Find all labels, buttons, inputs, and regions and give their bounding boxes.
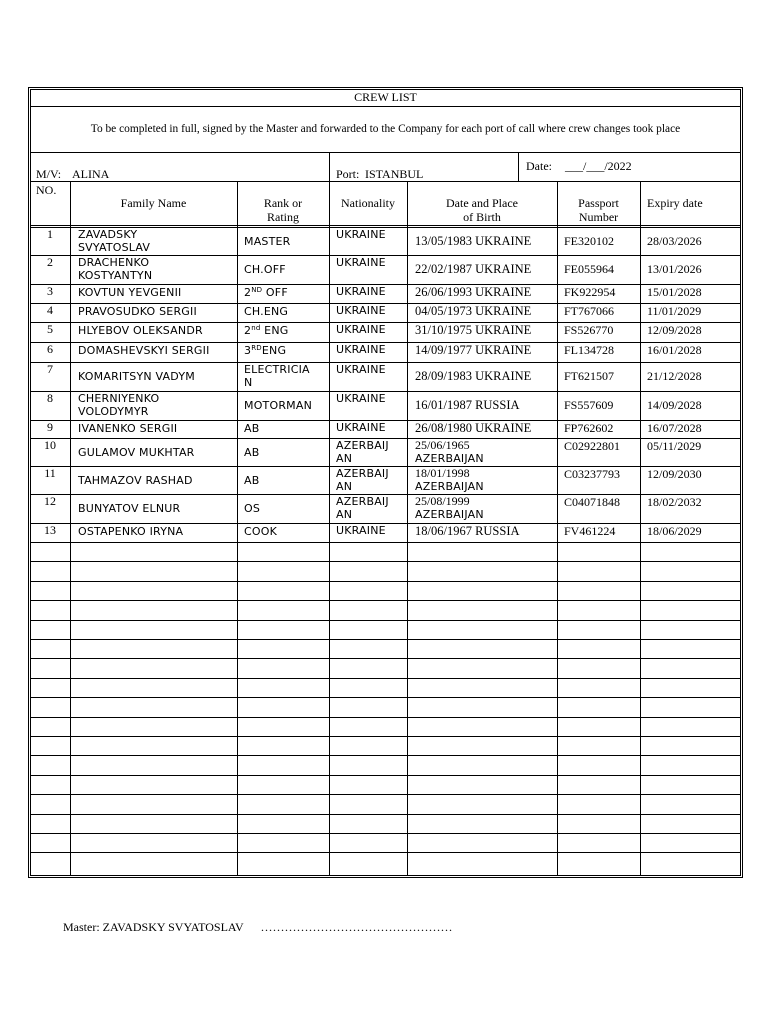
crew-rank-superscript: ND: [251, 286, 263, 294]
crew-rank: [244, 324, 288, 337]
table-row-divider: [31, 755, 740, 756]
master-name: ZAVADSKY SVYATOSLAV: [102, 920, 244, 934]
crew-passport-number: C03237793: [564, 467, 621, 481]
instruction-divider: [31, 152, 740, 153]
table-row-divider: [31, 639, 740, 640]
port-divider: [329, 152, 330, 181]
crew-list-form: [28, 87, 743, 878]
column-header-no: NO.: [36, 183, 57, 197]
crew-nationality: UKRAINE: [336, 304, 386, 317]
crew-rank: [244, 446, 259, 459]
crew-rank: [244, 286, 288, 299]
crew-family-name: DRACHENKO: [78, 256, 150, 269]
crew-family-name: IVANENKO SERGII: [78, 422, 178, 435]
crew-expiry-date: 12/09/2028: [647, 323, 702, 337]
crew-nationality: UKRAINE: [336, 285, 386, 298]
column-header-expiry: Expiry date: [647, 196, 703, 210]
crew-passport-number: FP762602: [564, 421, 614, 435]
crew-expiry-date: 15/01/2028: [647, 285, 702, 299]
crew-passport-number: FV461224: [564, 524, 616, 538]
crew-row-number: 3: [47, 284, 53, 298]
crew-family-name: VOLODYMYR: [78, 405, 149, 418]
crew-expiry-date: 18/06/2029: [647, 524, 702, 538]
table-row-divider: [31, 678, 740, 679]
column-divider: [557, 181, 558, 876]
crew-rank-text: AB: [244, 422, 260, 435]
crew-rank: [244, 399, 312, 412]
crew-expiry-date: 11/01/2029: [647, 304, 702, 318]
column-divider: [329, 181, 330, 876]
crew-family-name: KOVTUN YEVGENII: [78, 286, 182, 299]
crew-rank-text: CH.ENG: [244, 305, 289, 318]
vessel-name: ALINA: [72, 167, 110, 181]
crew-birth-date-place: 31/10/1975 UKRAINE: [415, 323, 532, 337]
crew-passport-number: FT767066: [564, 304, 615, 318]
crew-family-name: DOMASHEVSKYI SERGII: [78, 344, 210, 357]
crew-family-name: HLYEBOV OLEKSANDR: [78, 324, 203, 337]
crew-row-number: 9: [47, 420, 53, 434]
crew-expiry-date: 05/11/2029: [647, 439, 702, 453]
crew-rank-text: AB: [244, 473, 260, 487]
table-row-divider: [31, 561, 740, 562]
crew-expiry-date: 16/07/2028: [647, 421, 702, 435]
header-info-divider: [31, 181, 740, 182]
date-divider: [518, 152, 519, 181]
crew-expiry-date: 18/02/2032: [647, 495, 702, 509]
crew-rank: [244, 344, 286, 357]
column-divider: [70, 181, 71, 876]
column-header-passport-line1: Passport: [578, 196, 619, 210]
column-header-passport-line2: Number: [578, 210, 619, 224]
crew-row-number: 4: [47, 303, 53, 317]
crew-nationality: AZERBAIJ: [336, 467, 389, 480]
crew-rank: [244, 235, 291, 248]
crew-rank-superscript: RD: [251, 344, 262, 352]
crew-family-name: TAHMAZOV RASHAD: [78, 473, 193, 487]
crew-row-number: 5: [47, 322, 53, 336]
column-header-birth-line2: of Birth: [463, 210, 501, 224]
crew-passport-number: FE055964: [564, 262, 615, 276]
master-signature-line: [63, 920, 452, 935]
port-label: Port:: [336, 167, 360, 181]
signature-dotted-line: …………………………………………: [260, 920, 453, 934]
crew-passport-number: C04071848: [564, 495, 621, 509]
crew-nationality: UKRAINE: [336, 228, 386, 241]
crew-expiry-date: 13/01/2026: [647, 262, 702, 276]
crew-birth-date-place: AZERBAIJAN: [415, 508, 484, 521]
crew-rank-suffix: OFF: [262, 286, 288, 299]
crew-birth-date-place: 13/05/1983 UKRAINE: [415, 233, 532, 248]
table-row-divider: [31, 833, 740, 834]
table-row-divider: [31, 600, 740, 601]
crew-nationality: UKRAINE: [336, 524, 386, 537]
crew-nationality: AN: [336, 480, 353, 493]
page-title: CREW LIST: [354, 90, 417, 104]
column-divider: [407, 181, 408, 876]
crew-nationality: AN: [336, 452, 353, 465]
table-row-divider: [31, 658, 740, 659]
crew-rank: [244, 474, 259, 487]
crew-family-name: GULAMOV MUKHTAR: [78, 445, 195, 459]
column-header-rank-line2: Rating: [267, 210, 299, 224]
crew-birth-date-place: 18/01/1998: [415, 466, 470, 480]
table-row-divider: [31, 581, 740, 582]
crew-row-number: 8: [47, 391, 53, 405]
crew-nationality: UKRAINE: [336, 256, 386, 269]
crew-birth-date-place: 26/08/1980 UKRAINE: [415, 421, 532, 435]
crew-expiry-date: 12/09/2030: [647, 467, 702, 481]
column-divider: [640, 181, 641, 876]
crew-row-number: 12: [44, 494, 56, 508]
crew-rank-text: MOTORMAN: [244, 399, 313, 412]
column-header-nationality: Nationality: [341, 196, 395, 210]
crew-birth-date-place: 18/06/1967 RUSSIA: [415, 524, 520, 538]
column-divider: [237, 181, 238, 876]
crew-nationality: UKRAINE: [336, 392, 386, 405]
title-divider: [31, 106, 740, 107]
crew-birth-date-place: AZERBAIJAN: [415, 480, 484, 493]
crew-rank: [244, 263, 286, 276]
crew-nationality: UKRAINE: [336, 343, 386, 356]
port-name: ISTANBUL: [365, 167, 424, 181]
crew-rank-suffix: ENG: [260, 324, 289, 337]
crew-row-number: 13: [44, 523, 56, 537]
crew-birth-date-place: 16/01/1987 RUSSIA: [415, 398, 520, 412]
crew-rank-text: 2: [244, 286, 252, 299]
master-label: Master:: [63, 920, 100, 934]
crew-rank: ELECTRICIA: [244, 363, 310, 376]
vessel-label: M/V:: [36, 167, 62, 181]
crew-rank-superscript: nd: [251, 324, 261, 332]
crew-row-number: 7: [47, 362, 53, 376]
crew-nationality: UKRAINE: [336, 323, 386, 336]
crew-birth-date-place: 25/08/1999: [415, 494, 470, 508]
crew-birth-date-place: 14/09/1977 UKRAINE: [415, 343, 532, 357]
crew-passport-number: C02922801: [564, 439, 621, 453]
table-row-divider: [31, 775, 740, 776]
crew-passport-number: FK922954: [564, 285, 616, 299]
crew-rank: [244, 525, 277, 538]
crew-rank-text: OS: [244, 502, 261, 515]
crew-rank-text: COOK: [244, 525, 278, 538]
crew-birth-date-place: 04/05/1973 UKRAINE: [415, 304, 532, 318]
crew-rank-text: CH.OFF: [244, 263, 286, 276]
crew-family-name: ZAVADSKY: [78, 228, 138, 241]
crew-family-name: SVYATOSLAV: [78, 241, 151, 254]
crew-passport-number: FS526770: [564, 323, 614, 337]
crew-passport-number: FE320102: [564, 233, 615, 248]
table-row-divider: [31, 620, 740, 621]
crew-rank-text: MASTER: [244, 234, 291, 248]
crew-nationality: UKRAINE: [336, 363, 386, 376]
crew-family-name: CHERNIYENKO: [78, 392, 160, 405]
crew-row-number: 6: [47, 342, 53, 356]
crew-row-number: 1: [47, 227, 53, 241]
crew-family-name: KOSTYANTYN: [78, 269, 153, 282]
crew-rank-suffix: ENG: [261, 344, 287, 357]
table-row-divider: [31, 717, 740, 718]
crew-expiry-date: 28/03/2026: [647, 233, 702, 248]
crew-rank: [244, 502, 260, 515]
crew-nationality: UKRAINE: [336, 421, 386, 434]
crew-birth-date-place: 25/06/1965: [415, 438, 470, 452]
crew-expiry-date: 21/12/2028: [647, 369, 702, 383]
crew-rank: N: [244, 376, 253, 389]
date-value: ___/___/2022: [565, 159, 632, 173]
crew-birth-date-place: 26/06/1993 UKRAINE: [415, 285, 532, 299]
crew-passport-number: FL134728: [564, 343, 615, 357]
crew-family-name: PRAVOSUDKO SERGII: [78, 305, 197, 318]
crew-nationality: AZERBAIJ: [336, 495, 389, 508]
crew-row-number: 2: [47, 255, 53, 269]
table-row-divider: [31, 852, 740, 853]
crew-list-inner-frame: [30, 89, 741, 876]
table-row-divider: [31, 814, 740, 815]
crew-rank: [244, 305, 288, 318]
date-label: Date:: [526, 159, 552, 173]
crew-family-name: OSTAPENKO IRYNA: [78, 525, 184, 538]
column-header-birth-line1: Date and Place: [446, 196, 518, 210]
table-row-divider: [31, 794, 740, 795]
crew-rank: [244, 422, 259, 435]
crew-passport-number: FS557609: [564, 398, 614, 412]
crew-rank-text: 3: [244, 344, 252, 357]
crew-family-name: BUNYATOV ELNUR: [78, 502, 181, 515]
crew-expiry-date: 16/01/2028: [647, 343, 702, 357]
table-row-divider: [31, 736, 740, 737]
crew-passport-number: FT621507: [564, 369, 615, 383]
table-row-divider: [31, 542, 740, 543]
column-header-rank-line1: Rank or: [263, 196, 303, 210]
crew-birth-date-place: AZERBAIJAN: [415, 452, 484, 465]
column-header-family-name: Family Name: [120, 196, 187, 210]
crew-family-name: KOMARITSYN VADYM: [78, 370, 195, 383]
crew-nationality: AN: [336, 508, 353, 521]
crew-rank-text: AB: [244, 445, 260, 459]
crew-nationality: AZERBAIJ: [336, 439, 389, 452]
crew-birth-date-place: 22/02/1987 UKRAINE: [415, 262, 532, 276]
crew-expiry-date: 14/09/2028: [647, 398, 702, 412]
crew-row-number: 10: [44, 438, 56, 452]
table-row-divider: [31, 697, 740, 698]
column-header-divider: [31, 225, 740, 226]
crew-row-number: 11: [44, 466, 56, 480]
instruction-text: To be completed in full, signed by the Master and forwarded to the Company for each port of call where crew changes took place: [90, 123, 681, 135]
crew-birth-date-place: 28/09/1983 UKRAINE: [415, 369, 532, 383]
crew-rank-text: 2: [244, 324, 252, 337]
